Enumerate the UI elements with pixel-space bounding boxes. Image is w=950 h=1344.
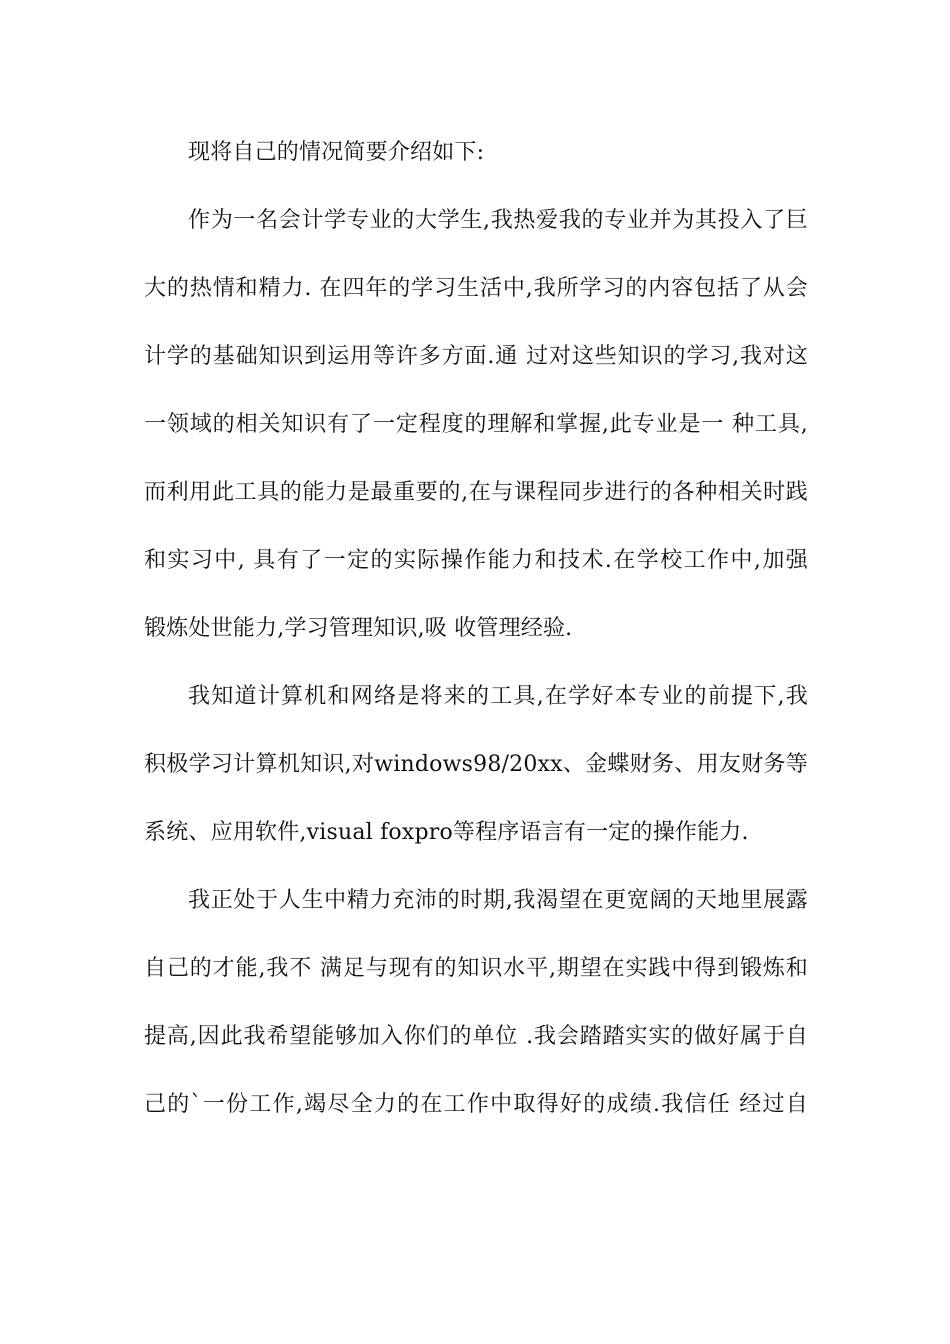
paragraph-major-line: 作为一名会计学专业的大学生,我热爱我的专业并为其投入了巨 <box>188 208 808 233</box>
paragraph-major-line: 锻炼处世能力,学习管理知识,吸 收管理经验. <box>144 616 573 641</box>
paragraph-intro-line: 现将自己的情况简要介绍如下: <box>188 140 485 165</box>
paragraph-major-line: 而利用此工具的能力是最重要的,在与课程同步进行的各种相关时践 <box>144 480 808 505</box>
paragraph-computer-line: 积极学习计算机知识,对windows98/20xx、金蝶财务、用友财务等 <box>144 752 808 777</box>
paragraph-aspiration-line: 我正处于人生中精力充沛的时期,我渴望在更宽阔的天地里展露 <box>188 888 808 913</box>
paragraph-major-line: 大的热情和精力. 在四年的学习生活中,我所学习的内容包括了从会 <box>144 276 808 301</box>
paragraph-computer-line: 系统、应用软件,visual foxpro等程序语言有一定的操作能力. <box>144 820 749 845</box>
paragraph-major-line: 和实习中, 具有了一定的实际操作能力和技术.在学校工作中,加强 <box>144 548 808 573</box>
paragraph-aspiration-line: 提高,因此我希望能够加入你们的单位 .我会踏踏实实的做好属于自 <box>144 1024 808 1049</box>
paragraph-computer-line: 我知道计算机和网络是将来的工具,在学好本专业的前提下,我 <box>188 684 808 709</box>
paragraph-major-line: 计学的基础知识到运用等许多方面.通 过对这些知识的学习,我对这 <box>144 344 808 369</box>
paragraph-major-line: 一领域的相关知识有了一定程度的理解和掌握,此专业是一 种工具, <box>144 412 808 437</box>
paragraph-aspiration-line: 己的`一份工作,竭尽全力的在工作中取得好的成绩.我信任 经过自 <box>144 1092 808 1117</box>
document-body <box>144 126 808 1146</box>
paragraph-aspiration-line: 自己的才能,我不 满足与现有的知识水平,期望在实践中得到锻炼和 <box>144 956 808 981</box>
